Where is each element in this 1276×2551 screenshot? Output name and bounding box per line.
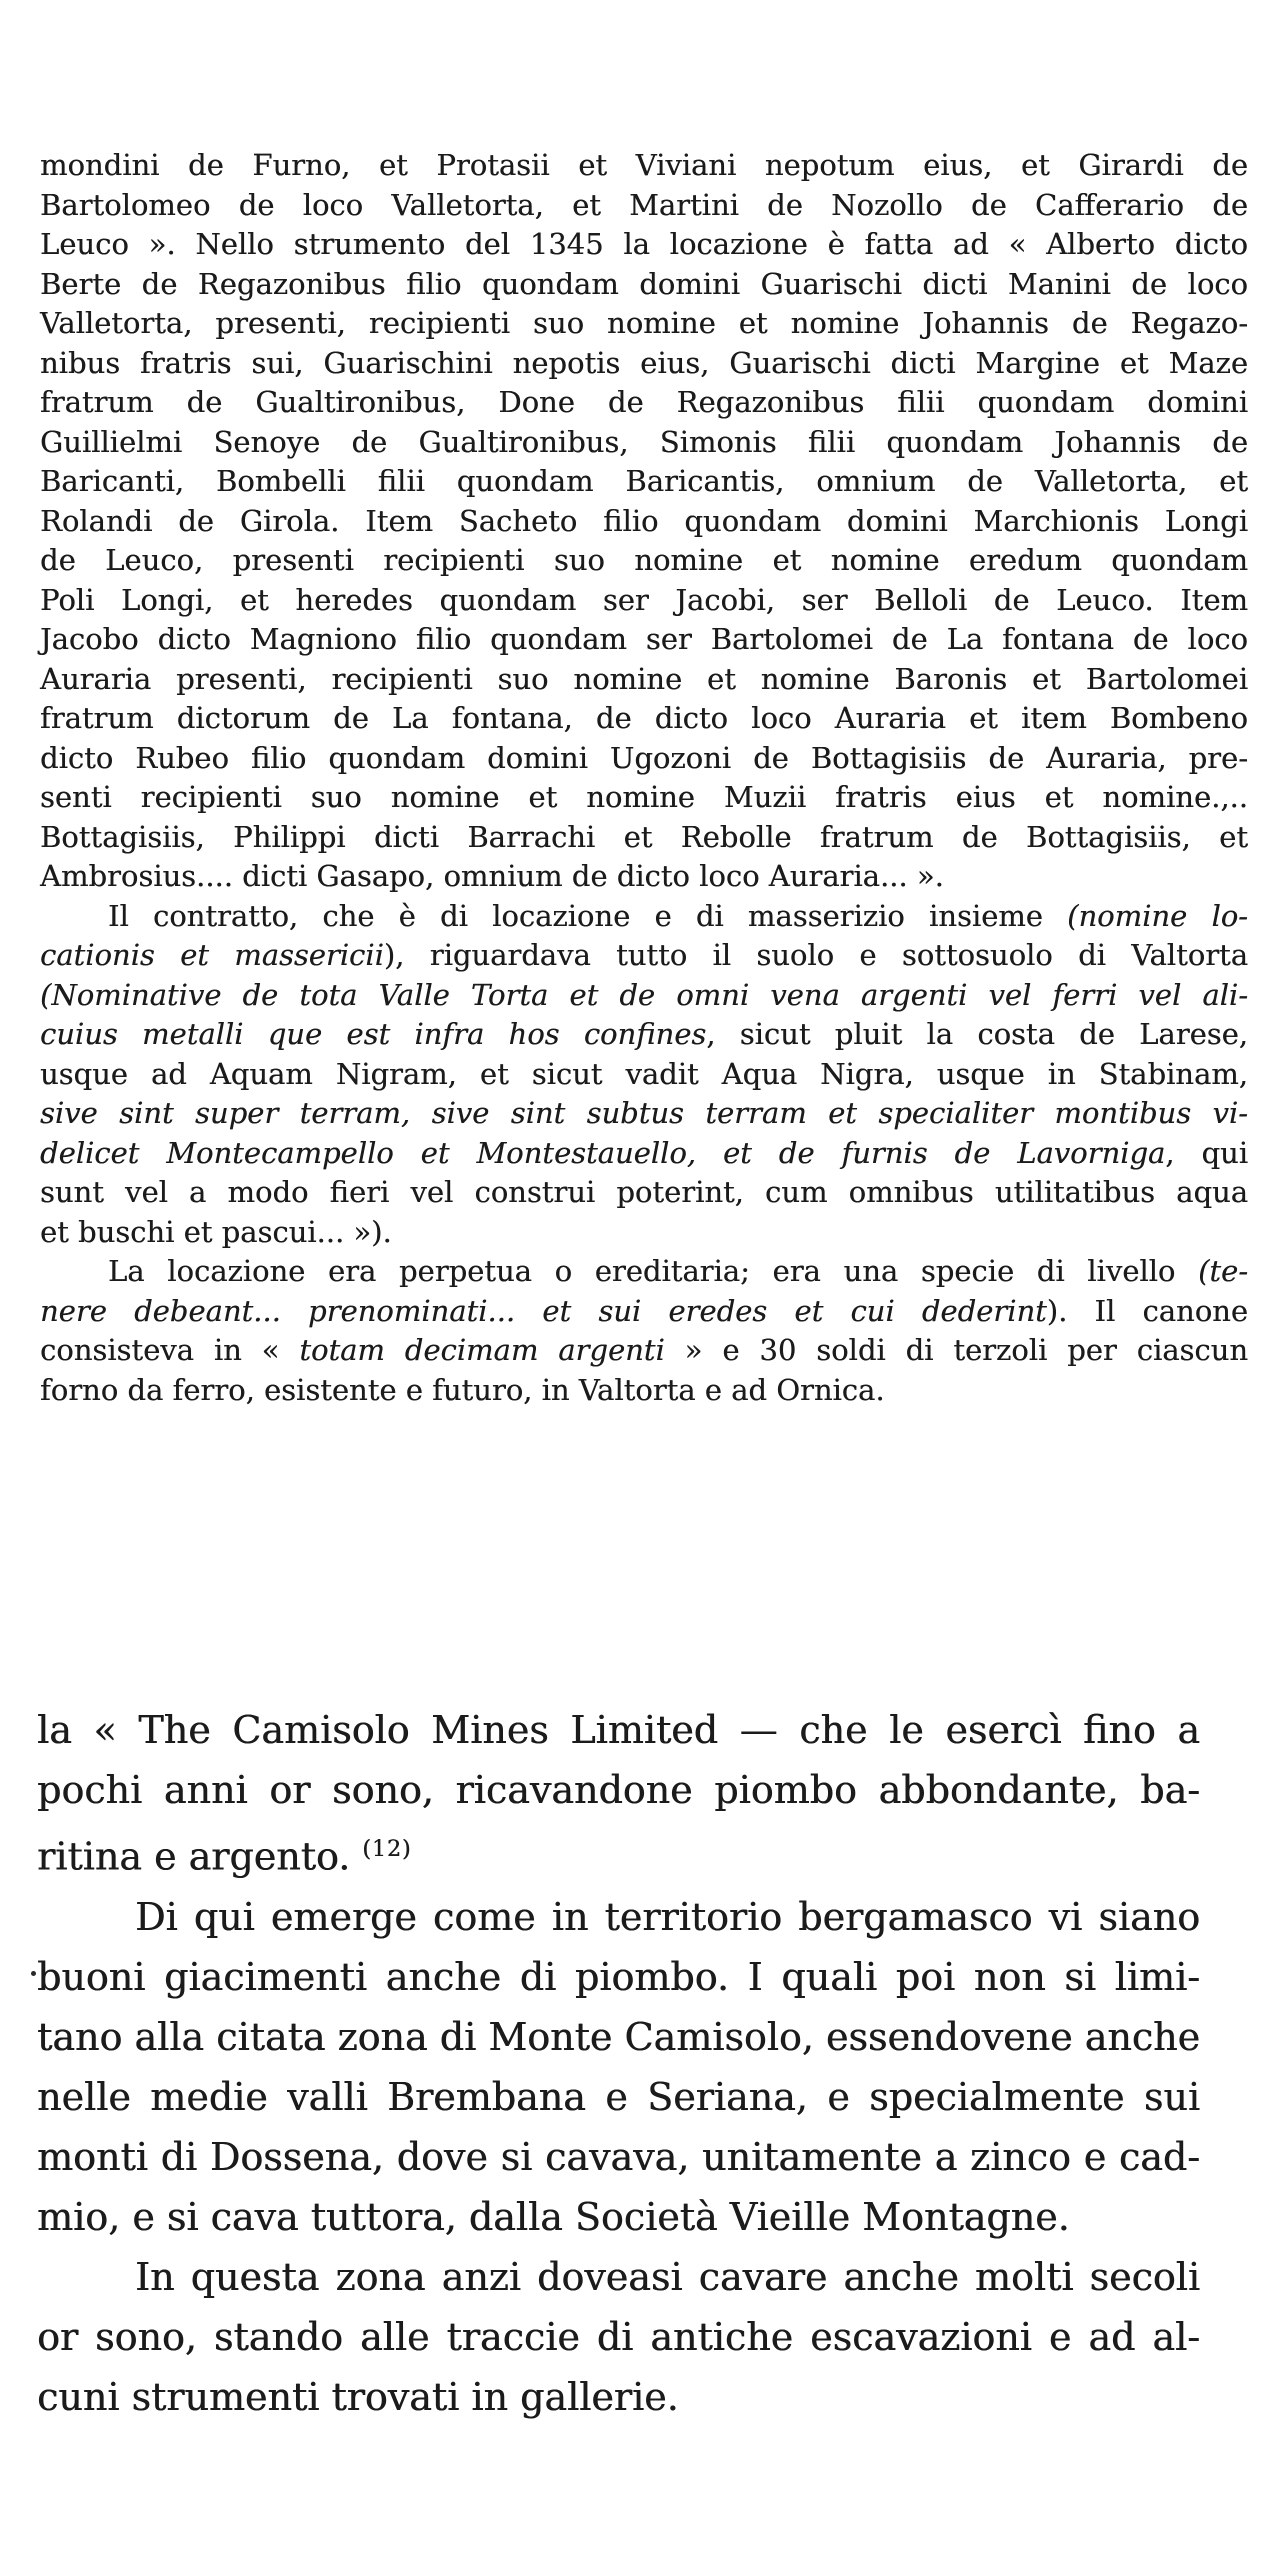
text-line — [40, 620, 1248, 660]
text-run: Di qui emerge come in territorio bergamasco vi siano — [135, 1894, 1200, 1939]
top-text-block — [40, 146, 1248, 1410]
text-run: , qui — [1165, 1135, 1249, 1170]
text-run: consisteva in « — [40, 1333, 300, 1367]
text-line — [37, 2307, 1200, 2367]
text-line — [40, 897, 1248, 937]
text-line — [40, 1015, 1248, 1055]
text-run: nelle medie valli Brembana e Seriana, e specialmente sui — [37, 2074, 1200, 2119]
text-run: et buschi et pascui... »). — [40, 1214, 392, 1249]
text-line — [40, 186, 1248, 226]
bottom-text-block — [37, 1700, 1200, 2427]
text-run: or sono, stando alle traccie di antiche escavazioni e ad al- — [37, 2314, 1200, 2359]
text-run: Jacobo dicto Magniono filio quondam ser Bartolomei de La fontana de loco — [40, 622, 1248, 656]
text-run: senti recipienti suo nomine et nomine Muzii fratris eius et nomine.,.. — [40, 780, 1248, 814]
text-line — [40, 936, 1248, 976]
text-run: sive sint super terram, sive sint subtus terram et specialiter montibus vi- — [40, 1096, 1248, 1130]
text-run: cuius metalli que est infra hos confines — [40, 1017, 707, 1051]
text-line — [40, 344, 1248, 384]
text-run: Rolandi de Girola. Item Sacheto filio quondam domini Marchionis Longi — [40, 503, 1248, 538]
text-run: In questa zona anzi doveasi cavare anche molti secoli — [135, 2254, 1200, 2299]
text-run: ( — [40, 977, 52, 1012]
text-run: mondini de Furno, et Protasii et Viviani nepotum eius, et Girardi de — [40, 148, 1248, 182]
text-line — [40, 383, 1248, 423]
text-run: Guillielmi Senoye de Gualtironibus, Simonis filii quondam Johannis de — [40, 424, 1248, 459]
text-line — [40, 462, 1248, 502]
text-line — [40, 660, 1248, 700]
text-run: fratrum dictorum de La fontana, de dicto loco Auraria et item Bombeno — [40, 701, 1248, 735]
text-line — [37, 1760, 1200, 1820]
text-line — [37, 2127, 1200, 2187]
text-line — [40, 423, 1248, 463]
text-run: Leuco ». Nello strumento del 1345 la locazione è fatta ad « Alberto dicto — [40, 227, 1248, 261]
text-line — [40, 265, 1248, 305]
text-run: sunt vel a modo fieri vel construi poterint, cum omnibus utilitatibus aqua — [40, 1175, 1248, 1209]
text-run: nere debeant... prenominati... et sui eredes et cui dederint — [40, 1293, 1047, 1328]
text-line — [37, 2247, 1200, 2307]
text-run: Bartolomeo de loco Valletorta, et Martini de Nozollo de Cafferario de — [40, 187, 1248, 222]
text-line — [40, 976, 1248, 1016]
text-run: mio, e si cava tuttora, dalla Società Vieille Montagne. — [37, 2194, 1070, 2239]
text-line — [40, 1331, 1248, 1371]
text-run: de Leuco, presenti recipienti suo nomine et nomine eredum quondam — [40, 543, 1248, 577]
text-run: Berte de Regazonibus filio quondam domini Guarischi dicti Manini de loco — [40, 266, 1248, 301]
text-line — [37, 1820, 1200, 1887]
text-run: Auraria presenti, recipienti suo nomine et nomine Baronis et Bartolomei — [40, 661, 1248, 696]
text-run: ). Il canone — [1046, 1293, 1248, 1328]
text-run: Nominative de tota Valle Torta et de omni vena argenti vel ferri vel ali- — [51, 977, 1248, 1012]
text-run: La locazione era perpetua o ereditaria; era una specie di livello — [108, 1254, 1199, 1288]
ink-speck — [31, 1971, 36, 1976]
text-line — [37, 2367, 1200, 2427]
text-run: usque ad Aquam Nigram, et sicut vadit Aqua Nigra, usque in Stabinam, — [40, 1056, 1248, 1091]
text-line — [40, 1134, 1248, 1174]
text-line — [37, 1887, 1200, 1947]
text-run: monti di Dossena, dove si cavava, unitamente a zinco e cad- — [37, 2134, 1200, 2179]
text-line — [40, 1094, 1248, 1134]
text-line — [40, 1173, 1248, 1213]
footnote-marker: (12) — [362, 1837, 412, 1862]
text-line — [37, 1947, 1200, 2007]
text-run: pochi anni or sono, ricavandone piombo abbondante, ba- — [37, 1768, 1200, 1812]
text-run: dicto Rubeo filio quondam domini Ugozoni de Bottagisiis de Auraria, pre- — [40, 740, 1248, 775]
text-run: la « The Camisolo Mines Limited — che le esercì fino a — [37, 1708, 1200, 1752]
text-line — [37, 2007, 1200, 2067]
text-run: ritina e argento. — [37, 1834, 363, 1879]
text-run: cationis et massericii — [40, 938, 384, 972]
text-run: ), riguardava tutto il suolo e sottosuolo di Valtorta — [383, 938, 1248, 972]
text-line — [40, 146, 1248, 186]
text-run: Il contratto, che è di locazione e di masserizio insieme — [108, 898, 1068, 933]
text-run: totam decimam argenti — [299, 1333, 665, 1367]
text-run: tano alla citata zona di Monte Camisolo, essendovene anche — [37, 2014, 1200, 2059]
text-line — [40, 1055, 1248, 1095]
text-run: , sicut pluit la costa de Larese, — [706, 1017, 1248, 1051]
text-line — [40, 1213, 1248, 1253]
text-line — [37, 1700, 1200, 1760]
text-run: fratrum de Gualtironibus, Done de Regazonibus filii quondam domini — [40, 385, 1248, 419]
text-line — [40, 225, 1248, 265]
text-run: Ambrosius.... dicti Gasapo, omnium de dicto loco Auraria... ». — [40, 859, 944, 893]
text-line — [37, 2067, 1200, 2127]
text-line — [40, 1292, 1248, 1332]
text-run: Baricanti, Bombelli filii quondam Baricantis, omnium de Valletorta, et — [40, 464, 1248, 498]
text-run: (nomine lo- — [1067, 898, 1248, 933]
text-run: delicet Montecampello et Montestauello, et de furnis de Lavorniga — [40, 1135, 1166, 1170]
text-line — [40, 304, 1248, 344]
text-run: (te- — [1198, 1254, 1248, 1288]
text-line — [40, 1252, 1248, 1292]
text-run: » e 30 soldi di terzoli per ciascun — [664, 1333, 1248, 1367]
text-line — [40, 541, 1248, 581]
text-run: buoni giacimenti anche di piombo. I quali poi non si limi- — [37, 1954, 1200, 1999]
text-line — [40, 818, 1248, 858]
text-line — [40, 739, 1248, 779]
text-run: Valletorta, presenti, recipienti suo nomine et nomine Johannis de Regazo- — [40, 306, 1248, 340]
text-line — [40, 581, 1248, 621]
text-run: nibus fratris sui, Guarischini nepotis eius, Guarischi dicti Margine et Maze — [40, 345, 1248, 380]
text-line — [37, 2187, 1200, 2247]
text-line — [40, 1371, 1248, 1411]
text-line — [40, 502, 1248, 542]
text-line — [40, 857, 1248, 897]
text-run: cuni strumenti trovati in gallerie. — [37, 2374, 679, 2419]
text-run: Bottagisiis, Philippi dicti Barrachi et Rebolle fratrum de Bottagisiis, et — [40, 819, 1248, 854]
text-line — [40, 699, 1248, 739]
text-run: forno da ferro, esistente e futuro, in Valtorta e ad Ornica. — [40, 1372, 885, 1407]
text-line — [40, 778, 1248, 818]
text-run: Poli Longi, et heredes quondam ser Jacobi, ser Belloli de Leuco. Item — [40, 582, 1248, 617]
